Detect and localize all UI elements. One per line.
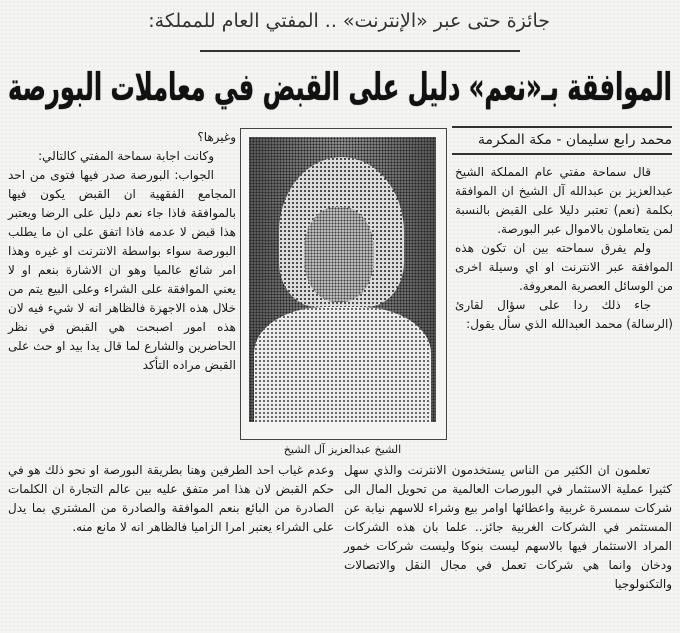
article-headline: الموافقة بـ«نعم» دليل على القبض في معاملات البورصة xyxy=(8,65,672,109)
paragraph: جاء ذلك ردا على سؤال لقارئ (الرسالة) محمد العبدالله الذي سأل يقول: xyxy=(455,298,673,331)
paragraph: ولم يفرق سماحته بين ان تكون هذه الموافقة عبر الانترنت او اي وسيلة اخرى من الوسائل العصرية المعروفة. xyxy=(455,241,673,293)
paragraph: وعدم غياب احد الطرفين وهنا بطريقة البورصة او نحو ذلك هو في حكم القبض لان هذا امر متفق عليه بين عالم التجارة ان الكلمات الصادرة من البائع بنعم الموافقة والصادرة من المشتري بما يدل على الشراء يعتبر امرا الزاميا فالظاهر انه لا مانع منه. xyxy=(8,463,334,534)
article-column-right xyxy=(455,163,673,334)
article-column-bottom-right xyxy=(344,461,672,594)
byline: محمد رابع سليمان - مكة المكرمة xyxy=(452,126,672,155)
photo-frame xyxy=(240,128,447,440)
paragraph: قال سماحة مفتي عام المملكة الشيخ عبدالعزيز بن عبدالله آل الشيخ ان الموافقة بكلمة (نعم) تعتبر دليلا على القبض بالنسبة لمن يتعاملون بالاموال عبر البورصة. xyxy=(455,165,673,236)
article-kicker: جائزة حتى عبر «الإنترنت» .. المفتي العام للمملكة: xyxy=(148,10,550,32)
portrait-photo xyxy=(249,137,436,422)
paragraph: وكانت اجابة سماحة المفتي كالتالي: xyxy=(38,149,214,163)
paragraph: تعلمون ان الكثير من الناس يستخدمون الانترنت والذي سهل كثيرا عملية الاستثمار في البورصات العالمية من تحويل المال الى شركات سمسرة غربية واعطائها اوامر بيع وشراء للاسهم نيابة عن المستثمر في الشركات الغربية جائز.. علما بان هذه الشركات المراد الاستثمار فيها بالاسهم ليست بنوكا وليست شركات خمور ودخان وانما هي شركات تعمل في مجال النقل والاتصالات والتكنولوجيا xyxy=(344,463,672,591)
article-column-left xyxy=(8,128,236,375)
paragraph: وغيرها؟ xyxy=(197,130,236,144)
photo-caption: الشيخ عبدالعزيز آل الشيخ xyxy=(283,443,402,456)
photo-face xyxy=(304,207,374,302)
photo-robe xyxy=(254,307,431,422)
headline-container xyxy=(8,56,672,118)
article-column-left-continued xyxy=(8,461,334,537)
divider-rule xyxy=(200,50,520,52)
paragraph: الجواب: البورصة صدر فيها فتوى من احد المجامع الفقهية ان القبض يكون فيها بالموافقة فاذا جاء نعم دليل على الرضا ويعتبر هذا قبض لا عدمه فاذا اتفق على ان ما يطلب البورصة سواء بواسطة الانترنت او غيره وهذا امر شائع عالميا وهو ان الاشارة بنعم او لا يعني الموافقة على الشراء وعلى البيع يتم من خلال هذه الاجهزة فالظاهر انه لا شيء فيه لان هذه امور اصبحت هي القبض في نظر الحاضرين والشارع لما قال يدا بيد او حث على القبض مراده التأكد xyxy=(8,168,236,372)
